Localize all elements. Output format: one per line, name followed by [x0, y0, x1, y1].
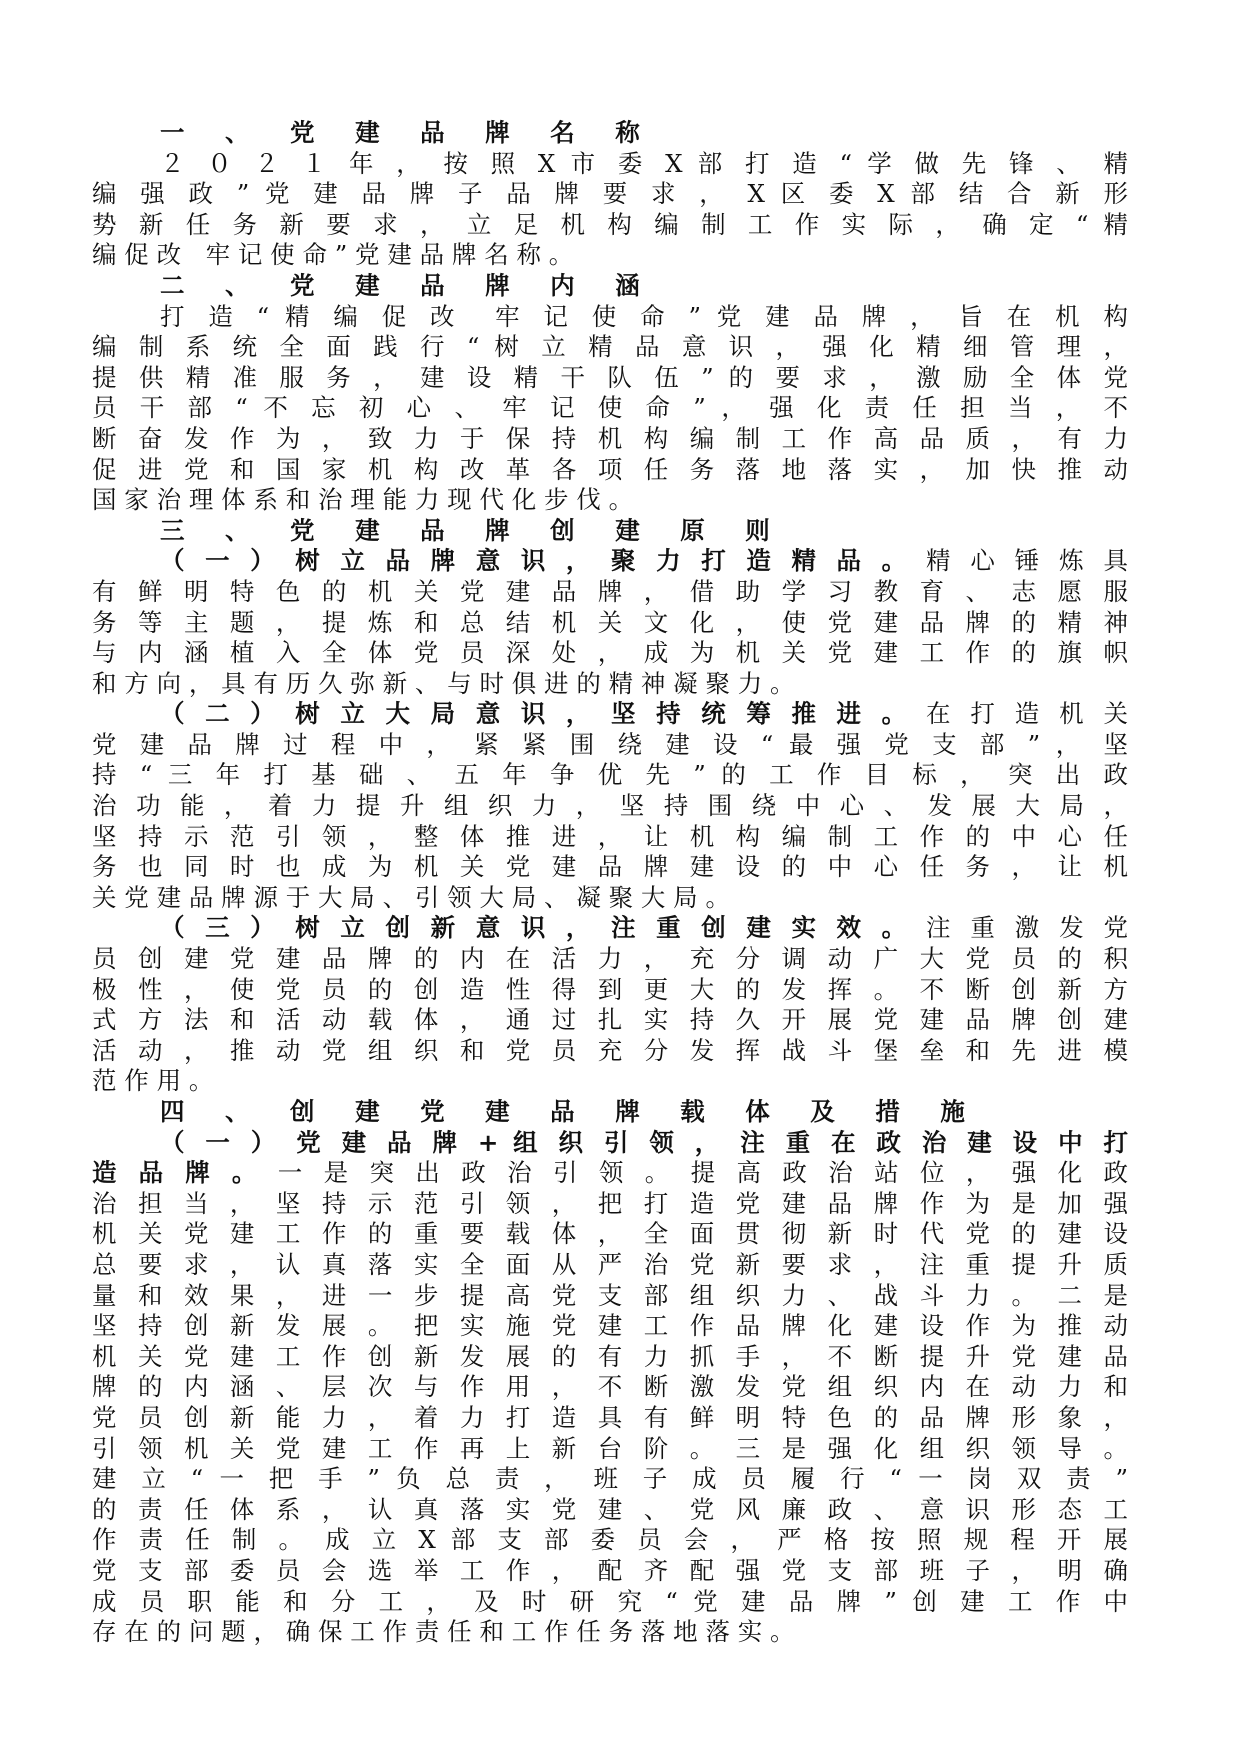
paragraph-line: 断 奋 发 作 为 ， 致 力 于 保 持 机 构 编 制 工 作 高 品 质 ， 有 力 — [92, 423, 1128, 453]
section-heading-4: 四 、 创 建 党 建 品 牌 载 体 及 措 施 — [160, 1097, 981, 1126]
paragraph-line: 成 员 职 能 和 分 工 ， 及 时 研 究 “ 党 建 品 牌 ” 创 建 工 作 中 — [92, 1586, 1128, 1616]
paragraph-line: 务 也 同 时 也 成 为 机 关 党 建 品 牌 建 设 的 中 心 任 务 ， 让 机 — [92, 852, 1128, 882]
paragraph-line: 党 员 创 新 能 力 ， 着 力 打 造 具 有 鲜 明 特 色 的 品 牌 形 象 ， — [92, 1402, 1128, 1432]
paragraph-line: 与 内 涵 植 入 全 体 党 员 深 处 ， 成 为 机 关 党 建 工 作 的 旗 帜 — [92, 638, 1128, 668]
paragraph-line: 编 制 系 统 全 面 践 行 “ 树 立 精 品 意 识 ， 强 化 精 细 管 理 ， — [92, 332, 1128, 362]
paragraph-line: 促 进 党 和 国 家 机 构 改 革 各 项 任 务 落 地 落 实 ， 加 快 推 动 — [92, 454, 1128, 484]
paragraph-line: 机 关 党 建 工 作 的 重 要 载 体 ， 全 面 贯 彻 新 时 代 党 的 建 设 — [92, 1219, 1128, 1249]
paragraph-line: 打 造 “ 精 编 促 改 牢 记 使 命 ” 党 建 品 牌 ， 旨 在 机 构 — [160, 301, 1128, 331]
paragraph-line: 和 方 向 ， 具 有 历 久 弥 新 、 与 时 俱 进 的 精 神 凝 聚 力 。 — [92, 668, 795, 698]
paragraph-line: 引 领 机 关 党 建 工 作 再 上 新 台 阶 。 三 是 强 化 组 织 领 导 。 — [92, 1433, 1128, 1463]
paragraph-line: 牌 的 内 涵 、 层 次 与 作 用 ， 不 断 激 发 党 组 织 内 在 动 力 和 — [92, 1372, 1128, 1402]
paragraph-line: 务 等 主 题 ， 提 炼 和 总 结 机 关 文 化 ， 使 党 建 品 牌 的 精 神 — [92, 607, 1128, 637]
paragraph-line: 员 干 部 “ 不 忘 初 心 、 牢 记 使 命 ” ， 强 化 责 任 担 当 ， 不 — [92, 393, 1128, 423]
paragraph-lead-rest: 在 打 造 机 关 — [926, 699, 1128, 729]
paragraph-lead: （ 二 ） 树 立 大 局 意 识 ， 坚 持 统 筹 推 进 。 — [160, 699, 913, 729]
section-heading-3: 三 、 党 建 品 牌 创 建 原 则 — [160, 515, 786, 545]
paragraph-line: 国 家 治 理 体 系 和 治 理 能 力 现 代 化 步 伐 。 — [92, 485, 634, 515]
paragraph-line: 编 促 改 牢 记 使 命 ” 党 建 品 牌 名 称 。 — [92, 240, 574, 270]
paragraph-line: 员 创 建 党 建 品 牌 的 内 在 活 力 ， 充 分 调 动 广 大 党 员 的 积 — [92, 944, 1128, 974]
paragraph-line: 极 性 ， 使 党 员 的 创 造 性 得 到 更 大 的 发 挥 。 不 断 创 新 方 — [92, 974, 1128, 1004]
paragraph-line: ２ ０ ２ １ 年 ， 按 照 X 市 委 X 部 打 造 “ 学 做 先 锋 、 精 — [160, 148, 1128, 178]
paragraph-line: 作 责 任 制 。 成 立 X 部 支 部 委 员 会 ， 严 格 按 照 规 程 开 展 — [92, 1525, 1128, 1555]
paragraph-line: 机 关 党 建 工 作 创 新 发 展 的 有 力 抓 手 ， 不 断 提 升 党 建 品 — [92, 1341, 1128, 1371]
paragraph-line: 持 “ 三 年 打 基 础 、 五 年 争 优 先 ” 的 工 作 目 标 ， 突 出 政 — [92, 760, 1128, 790]
paragraph-line: 坚 持 示 范 引 领 ， 整 体 推 进 ， 让 机 构 编 制 工 作 的 中 心 任 — [92, 821, 1128, 851]
section-heading-2: 二 、 党 建 品 牌 内 涵 — [160, 270, 656, 300]
paragraph-line: 活 动 ， 推 动 党 组 织 和 党 员 充 分 发 挥 战 斗 堡 垒 和 先 进 模 — [92, 1035, 1128, 1065]
document-page — [92, 118, 1128, 1648]
paragraph-line: 量 和 效 果 ， 进 一 步 提 高 党 支 部 组 织 力 、 战 斗 力 。 二 是 — [92, 1280, 1128, 1310]
paragraph-second-line — [92, 1158, 1128, 1189]
paragraph-first-line — [92, 699, 1128, 730]
paragraph-lead: （ 一 ） 党 建 品 牌 + 组 织 引 领 ， 注 重 在 政 治 建 设 中 打 — [160, 1127, 1128, 1157]
paragraph-line: 总 要 求 ， 认 真 落 实 全 面 从 严 治 党 新 要 求 ， 注 重 提 升 质 — [92, 1249, 1128, 1279]
section-heading-1: 一 、 党 建 品 牌 名 称 — [160, 118, 656, 147]
paragraph-first-line — [92, 546, 1128, 577]
paragraph-line: 势 新 任 务 新 要 求 ， 立 足 机 构 编 制 工 作 实 际 ， 确 定 “ 精 — [92, 209, 1128, 239]
paragraph-line: 范 作 用 。 — [92, 1066, 214, 1096]
paragraph-line: 有 鲜 明 特 色 的 机 关 党 建 品 牌 ， 借 助 学 习 教 育 、 志 愿 服 — [92, 576, 1128, 606]
paragraph-line: 治 功 能 ， 着 力 提 升 组 织 力 ， 坚 持 围 绕 中 心 、 发 展 大 局 ， — [92, 791, 1128, 821]
paragraph-line: 的 责 任 体 系 ， 认 真 落 实 党 建 、 党 风 廉 政 、 意 识 形 态 工 — [92, 1494, 1128, 1524]
paragraph-line: 党 建 品 牌 过 程 中 ， 紧 紧 围 绕 建 设 “ 最 强 党 支 部 ” ， 坚 — [92, 729, 1128, 759]
paragraph-line: 编 强 政 ” 党 建 品 牌 子 品 牌 要 求 ， X 区 委 X 部 结 合 新 形 — [92, 179, 1128, 209]
paragraph-first-line — [92, 913, 1128, 944]
paragraph-lead: （ 一 ） 树 立 品 牌 意 识 ， 聚 力 打 造 精 品 。 — [160, 546, 913, 576]
paragraph-line: 存 在 的 问 题 ， 确 保 工 作 责 任 和 工 作 任 务 落 地 落 实 。 — [92, 1617, 795, 1647]
paragraph-lead-rest: 精 心 锤 炼 具 — [926, 546, 1128, 576]
paragraph-lead-rest: 注 重 激 发 党 — [926, 913, 1128, 943]
paragraph-line: 式 方 法 和 活 动 载 体 ， 通 过 扎 实 持 久 开 展 党 建 品 牌 创 建 — [92, 1005, 1128, 1035]
paragraph-line: 治 担 当 ， 坚 持 示 范 引 领 ， 把 打 造 党 建 品 牌 作 为 是 加 强 — [92, 1188, 1128, 1218]
paragraph-line: 关 党 建 品 牌 源 于 大 局 、 引 领 大 局 、 凝 聚 大 局 。 — [92, 882, 730, 912]
paragraph-line: 提 供 精 准 服 务 ， 建 设 精 干 队 伍 ” 的 要 求 ， 激 励 全 体 党 — [92, 362, 1128, 392]
paragraph-line: 建 立 “ 一 把 手 ” 负 总 责 ， 班 子 成 员 履 行 “ 一 岗 双 责 ” — [92, 1464, 1128, 1494]
paragraph-lead: （ 三 ） 树 立 创 新 意 识 ， 注 重 创 建 实 效 。 — [160, 913, 913, 943]
paragraph-line: 坚 持 创 新 发 展 。 把 实 施 党 建 工 作 品 牌 化 建 设 作 为 推 动 — [92, 1311, 1128, 1341]
paragraph-lead-continued: 造 品 牌 。 — [92, 1158, 264, 1188]
paragraph-lead-rest: 一 是 突 出 政 治 引 领 。 提 高 政 治 站 位 ， 强 化 政 — [277, 1158, 1129, 1188]
paragraph-line: 党 支 部 委 员 会 选 举 工 作 ， 配 齐 配 强 党 支 部 班 子 ， 明 确 — [92, 1555, 1128, 1585]
